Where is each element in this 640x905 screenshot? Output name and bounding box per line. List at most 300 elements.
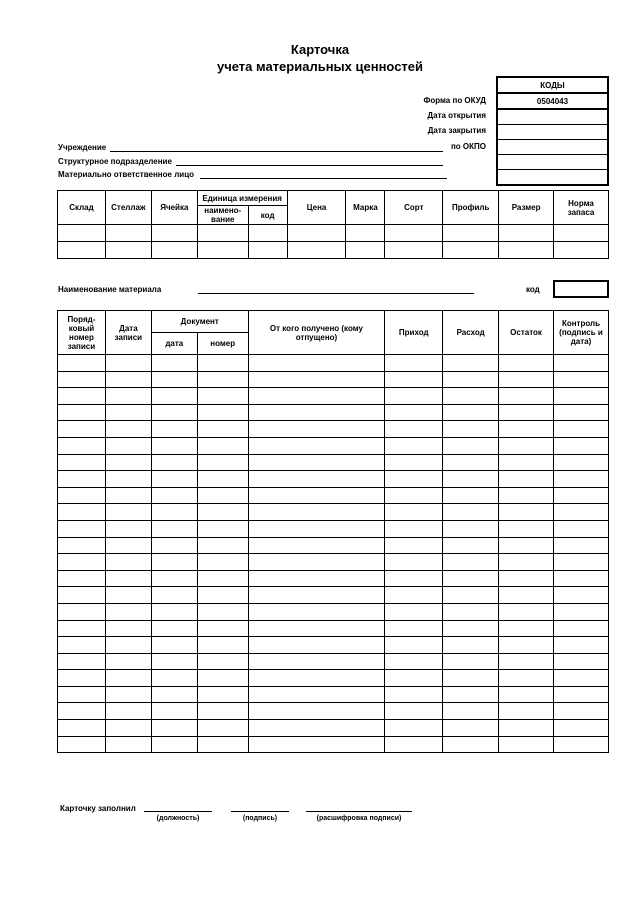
responsible-field[interactable]: [200, 178, 447, 179]
table-cell[interactable]: [151, 653, 197, 670]
table-cell[interactable]: [58, 686, 106, 703]
table-cell[interactable]: [499, 371, 554, 388]
table-cell[interactable]: [197, 637, 248, 654]
table-cell[interactable]: [443, 388, 499, 405]
signature-caption: (подпись): [242, 815, 278, 822]
table-cell[interactable]: [499, 454, 554, 471]
table-cell[interactable]: [248, 686, 385, 703]
table-row: [58, 537, 609, 554]
table-row: [58, 570, 609, 587]
col-from: От кого получено (кому отпущено): [248, 311, 385, 355]
table-cell[interactable]: [385, 703, 443, 720]
table-cell[interactable]: [151, 720, 197, 737]
table-cell[interactable]: [443, 736, 499, 753]
table-cell[interactable]: [58, 487, 106, 504]
table-cell[interactable]: [385, 520, 443, 537]
table-cell[interactable]: [248, 437, 385, 454]
table-cell[interactable]: [58, 537, 106, 554]
table-cell[interactable]: [58, 225, 106, 242]
table-cell[interactable]: [443, 404, 499, 421]
table-cell[interactable]: [58, 620, 106, 637]
table-cell[interactable]: [58, 371, 106, 388]
okpo-label: по ОКПО: [450, 142, 486, 151]
table-row: [58, 686, 609, 703]
table-cell[interactable]: [553, 454, 608, 471]
table-cell[interactable]: [105, 421, 151, 438]
table-cell[interactable]: [443, 355, 499, 372]
table-cell[interactable]: [151, 437, 197, 454]
table-cell[interactable]: [105, 225, 151, 242]
table-cell[interactable]: [443, 570, 499, 587]
table-cell[interactable]: [105, 504, 151, 521]
table-cell[interactable]: [58, 520, 106, 537]
table-cell[interactable]: [248, 355, 385, 372]
table-cell[interactable]: [443, 670, 499, 687]
table-cell[interactable]: [58, 355, 106, 372]
table-cell[interactable]: [197, 520, 248, 537]
table-cell[interactable]: [553, 587, 608, 604]
table-row: [58, 242, 609, 259]
table-cell[interactable]: [105, 736, 151, 753]
table-cell[interactable]: [553, 404, 608, 421]
table-row: [58, 620, 609, 637]
col-stellazh: Стеллаж: [105, 191, 151, 225]
table-cell[interactable]: [248, 404, 385, 421]
table-cell[interactable]: [105, 637, 151, 654]
table-cell[interactable]: [385, 620, 443, 637]
table-cell[interactable]: [151, 537, 197, 554]
table-cell[interactable]: [58, 471, 106, 488]
signature-field[interactable]: [231, 811, 289, 812]
table-cell[interactable]: [248, 587, 385, 604]
table-cell[interactable]: [58, 703, 106, 720]
table-cell[interactable]: [58, 720, 106, 737]
table-cell[interactable]: [385, 653, 443, 670]
codes-blank-cell-2[interactable]: [497, 170, 608, 186]
table-cell[interactable]: [443, 554, 499, 571]
material-code-box[interactable]: [553, 280, 609, 298]
table-cell[interactable]: [58, 670, 106, 687]
table-row: [58, 225, 609, 242]
table-cell[interactable]: [499, 504, 554, 521]
col-size: Размер: [499, 191, 554, 225]
table-cell[interactable]: [248, 504, 385, 521]
table-cell[interactable]: [499, 242, 554, 259]
table-cell[interactable]: [58, 454, 106, 471]
col-profile: Профиль: [443, 191, 499, 225]
table-cell[interactable]: [58, 404, 106, 421]
table-cell[interactable]: [499, 653, 554, 670]
table-cell[interactable]: [58, 554, 106, 571]
table-cell[interactable]: [248, 520, 385, 537]
table-cell[interactable]: [197, 720, 248, 737]
table-cell[interactable]: [499, 355, 554, 372]
col-sklad: Склад: [58, 191, 106, 225]
col-balance: Остаток: [499, 311, 554, 355]
codes-table: [496, 76, 609, 186]
table-cell[interactable]: [443, 603, 499, 620]
table-cell[interactable]: [151, 242, 197, 259]
table-cell[interactable]: [197, 421, 248, 438]
table-cell[interactable]: [197, 471, 248, 488]
table-cell[interactable]: [197, 570, 248, 587]
table-cell[interactable]: [197, 454, 248, 471]
table-cell[interactable]: [151, 603, 197, 620]
table-cell[interactable]: [443, 703, 499, 720]
table-cell[interactable]: [105, 454, 151, 471]
table-cell[interactable]: [385, 504, 443, 521]
table-cell[interactable]: [105, 355, 151, 372]
table-cell[interactable]: [151, 637, 197, 654]
table-cell[interactable]: [385, 242, 443, 259]
codes-blank-cell-1[interactable]: [497, 155, 608, 170]
table-row: [58, 736, 609, 753]
table-cell[interactable]: [151, 520, 197, 537]
material-label: Наименование материала: [58, 285, 162, 294]
table-cell[interactable]: [58, 437, 106, 454]
table-cell[interactable]: [248, 720, 385, 737]
material-field[interactable]: [198, 293, 474, 294]
table-cell[interactable]: [151, 404, 197, 421]
table-cell[interactable]: [499, 720, 554, 737]
close-date-cell[interactable]: [497, 125, 608, 140]
table-cell[interactable]: [105, 371, 151, 388]
table-cell[interactable]: [499, 520, 554, 537]
table-row: [58, 404, 609, 421]
col-doc: Документ: [151, 311, 248, 333]
table-cell[interactable]: [197, 504, 248, 521]
table-cell[interactable]: [151, 570, 197, 587]
table-cell[interactable]: [385, 225, 443, 242]
table-cell[interactable]: [443, 720, 499, 737]
table-cell[interactable]: [105, 404, 151, 421]
table-cell[interactable]: [151, 421, 197, 438]
table-cell[interactable]: [499, 736, 554, 753]
table-cell[interactable]: [385, 570, 443, 587]
table-row: [58, 388, 609, 405]
table-cell[interactable]: [248, 537, 385, 554]
responsible-label: Материально ответственное лицо: [58, 170, 195, 179]
table-cell[interactable]: [197, 620, 248, 637]
col-unit: Единица измерения: [197, 191, 287, 206]
table-cell[interactable]: [553, 537, 608, 554]
form-title-line1: Карточка: [290, 42, 350, 57]
table-cell[interactable]: [151, 225, 197, 242]
table-cell[interactable]: [553, 487, 608, 504]
col-date: Дата записи: [105, 311, 151, 355]
table-cell[interactable]: [553, 437, 608, 454]
table-cell[interactable]: [443, 437, 499, 454]
institution-label: Учреждение: [58, 143, 107, 152]
table-cell[interactable]: [58, 421, 106, 438]
table-cell[interactable]: [443, 653, 499, 670]
table-cell[interactable]: [105, 242, 151, 259]
table-cell[interactable]: [248, 242, 287, 259]
table-cell[interactable]: [105, 703, 151, 720]
table-cell[interactable]: [197, 587, 248, 604]
table-cell[interactable]: [151, 620, 197, 637]
table-cell[interactable]: [553, 388, 608, 405]
table-cell[interactable]: [385, 587, 443, 604]
table-cell[interactable]: [499, 637, 554, 654]
table-cell[interactable]: [248, 703, 385, 720]
table-cell[interactable]: [248, 603, 385, 620]
table-row: [58, 520, 609, 537]
table-cell[interactable]: [105, 388, 151, 405]
table-cell[interactable]: [499, 471, 554, 488]
table-cell[interactable]: [248, 388, 385, 405]
col-price: Цена: [287, 191, 346, 225]
table-cell[interactable]: [385, 736, 443, 753]
table-cell[interactable]: [151, 504, 197, 521]
table-cell[interactable]: [553, 720, 608, 737]
table-cell[interactable]: [151, 554, 197, 571]
table-cell[interactable]: [443, 504, 499, 521]
okpo-code-cell[interactable]: [497, 140, 608, 155]
division-field[interactable]: [176, 165, 443, 166]
table-cell[interactable]: [197, 703, 248, 720]
table-cell[interactable]: [443, 371, 499, 388]
table-cell[interactable]: [443, 454, 499, 471]
table-cell[interactable]: [151, 703, 197, 720]
table-cell[interactable]: [385, 637, 443, 654]
table-cell[interactable]: [248, 653, 385, 670]
table-cell[interactable]: [151, 487, 197, 504]
open-date-cell[interactable]: [497, 109, 608, 125]
table-cell[interactable]: [553, 471, 608, 488]
table-cell[interactable]: [248, 570, 385, 587]
table-cell[interactable]: [248, 670, 385, 687]
table-cell[interactable]: [443, 242, 499, 259]
table-cell[interactable]: [385, 371, 443, 388]
table-cell[interactable]: [443, 537, 499, 554]
table-cell[interactable]: [248, 554, 385, 571]
table-cell[interactable]: [499, 225, 554, 242]
table-cell[interactable]: [105, 437, 151, 454]
col-doc-date: дата: [151, 333, 197, 355]
table-cell[interactable]: [346, 242, 385, 259]
table-cell[interactable]: [197, 404, 248, 421]
table-cell[interactable]: [105, 487, 151, 504]
table-cell[interactable]: [197, 371, 248, 388]
table-cell[interactable]: [385, 454, 443, 471]
col-mark: Марка: [346, 191, 385, 225]
col-yacheika: Ячейка: [151, 191, 197, 225]
table-cell[interactable]: [197, 242, 248, 259]
table-cell[interactable]: [105, 471, 151, 488]
table-cell[interactable]: [105, 587, 151, 604]
table-cell[interactable]: [197, 603, 248, 620]
table-cell[interactable]: [499, 404, 554, 421]
table-cell[interactable]: [105, 720, 151, 737]
filled-by-label: Карточку заполнил: [60, 804, 136, 813]
col-seq: Поряд-ковый номер записи: [58, 311, 106, 355]
okud-code-cell[interactable]: 0504043: [497, 93, 608, 109]
table-cell[interactable]: [553, 570, 608, 587]
table-cell[interactable]: [151, 736, 197, 753]
table-cell[interactable]: [151, 587, 197, 604]
table-cell[interactable]: [385, 388, 443, 405]
table-cell[interactable]: [385, 437, 443, 454]
table-cell[interactable]: [553, 355, 608, 372]
table-cell[interactable]: [385, 603, 443, 620]
table-cell[interactable]: [554, 242, 609, 259]
table-cell[interactable]: [385, 487, 443, 504]
table-cell[interactable]: [499, 670, 554, 687]
table-cell[interactable]: [248, 371, 385, 388]
table-cell[interactable]: [197, 653, 248, 670]
table-row: [58, 471, 609, 488]
table-cell[interactable]: [553, 620, 608, 637]
col-unit-code: код: [248, 206, 287, 225]
table-cell[interactable]: [58, 242, 106, 259]
col-norm: Норма запаса: [554, 191, 609, 225]
table-cell[interactable]: [105, 554, 151, 571]
table-cell[interactable]: [248, 620, 385, 637]
table-cell[interactable]: [287, 225, 346, 242]
table-cell[interactable]: [248, 736, 385, 753]
table-cell[interactable]: [58, 603, 106, 620]
table-cell[interactable]: [197, 736, 248, 753]
table-row: [58, 587, 609, 604]
table-cell[interactable]: [197, 487, 248, 504]
table-cell[interactable]: [151, 670, 197, 687]
table-cell[interactable]: [499, 537, 554, 554]
table-cell[interactable]: [58, 388, 106, 405]
form-title-line2: учета материальных ценностей: [216, 59, 424, 74]
table-cell[interactable]: [248, 454, 385, 471]
table-cell[interactable]: [385, 554, 443, 571]
table-cell[interactable]: [58, 736, 106, 753]
table-cell[interactable]: [499, 437, 554, 454]
table-cell[interactable]: [554, 225, 609, 242]
table-cell[interactable]: [151, 454, 197, 471]
table-cell[interactable]: [58, 637, 106, 654]
table-cell[interactable]: [553, 504, 608, 521]
table-cell[interactable]: [499, 620, 554, 637]
table-cell[interactable]: [499, 570, 554, 587]
table-cell[interactable]: [385, 355, 443, 372]
table-cell[interactable]: [443, 421, 499, 438]
table-cell[interactable]: [443, 225, 499, 242]
table-cell[interactable]: [443, 637, 499, 654]
table-cell[interactable]: [499, 487, 554, 504]
table-cell[interactable]: [248, 487, 385, 504]
table-cell[interactable]: [553, 520, 608, 537]
table-cell[interactable]: [105, 603, 151, 620]
table-cell[interactable]: [105, 670, 151, 687]
codes-header: КОДЫ: [497, 77, 608, 93]
table-cell[interactable]: [553, 703, 608, 720]
table-cell[interactable]: [385, 686, 443, 703]
table-cell[interactable]: [385, 404, 443, 421]
table-row: [58, 421, 609, 438]
table-cell[interactable]: [248, 421, 385, 438]
table-cell[interactable]: [197, 554, 248, 571]
table-cell[interactable]: [443, 620, 499, 637]
table-row: [58, 637, 609, 654]
table-cell[interactable]: [346, 225, 385, 242]
table-cell[interactable]: [499, 554, 554, 571]
table-cell[interactable]: [553, 603, 608, 620]
table-cell[interactable]: [105, 620, 151, 637]
table-cell[interactable]: [385, 537, 443, 554]
table-row: [58, 487, 609, 504]
table-cell[interactable]: [385, 421, 443, 438]
table-cell[interactable]: [248, 637, 385, 654]
position-field[interactable]: [144, 811, 212, 812]
table-cell[interactable]: [105, 537, 151, 554]
table-cell[interactable]: [151, 355, 197, 372]
position-caption: (должность): [156, 815, 200, 822]
table-cell[interactable]: [553, 670, 608, 687]
table-cell[interactable]: [151, 388, 197, 405]
table-cell[interactable]: [499, 587, 554, 604]
table-row: [58, 504, 609, 521]
table-row: [58, 454, 609, 471]
decode-field[interactable]: [306, 811, 412, 812]
table-cell[interactable]: [105, 653, 151, 670]
table-cell[interactable]: [553, 736, 608, 753]
table-cell[interactable]: [287, 242, 346, 259]
table-cell[interactable]: [105, 570, 151, 587]
table-cell[interactable]: [385, 471, 443, 488]
table-cell[interactable]: [151, 371, 197, 388]
table-cell[interactable]: [105, 520, 151, 537]
table-cell[interactable]: [499, 421, 554, 438]
table-cell[interactable]: [197, 437, 248, 454]
table-cell[interactable]: [197, 537, 248, 554]
table-cell[interactable]: [105, 686, 151, 703]
table-cell[interactable]: [58, 587, 106, 604]
table-cell[interactable]: [197, 225, 248, 242]
table-cell[interactable]: [58, 570, 106, 587]
table-cell[interactable]: [197, 355, 248, 372]
table-cell[interactable]: [443, 487, 499, 504]
table-cell[interactable]: [553, 686, 608, 703]
table-row: [58, 437, 609, 454]
table-cell[interactable]: [58, 504, 106, 521]
table-cell[interactable]: [499, 703, 554, 720]
table-cell[interactable]: [151, 686, 197, 703]
table-cell[interactable]: [553, 371, 608, 388]
table-cell[interactable]: [58, 653, 106, 670]
table-cell[interactable]: [197, 686, 248, 703]
table-row: [58, 371, 609, 388]
table-cell[interactable]: [443, 686, 499, 703]
table-cell[interactable]: [248, 225, 287, 242]
table-row: [58, 670, 609, 687]
table-cell[interactable]: [443, 471, 499, 488]
table-cell[interactable]: [151, 471, 197, 488]
table-cell[interactable]: [553, 554, 608, 571]
table-cell[interactable]: [385, 720, 443, 737]
table-cell[interactable]: [499, 686, 554, 703]
okud-label: Форма по ОКУД: [423, 96, 486, 105]
table-cell[interactable]: [499, 603, 554, 620]
table-cell[interactable]: [553, 637, 608, 654]
table-cell[interactable]: [553, 421, 608, 438]
table-cell[interactable]: [443, 520, 499, 537]
table-cell[interactable]: [385, 670, 443, 687]
table-cell[interactable]: [553, 653, 608, 670]
table-cell[interactable]: [197, 670, 248, 687]
table-cell[interactable]: [499, 388, 554, 405]
table-cell[interactable]: [197, 388, 248, 405]
institution-field[interactable]: [110, 151, 443, 152]
table-cell[interactable]: [443, 587, 499, 604]
table-cell[interactable]: [248, 471, 385, 488]
